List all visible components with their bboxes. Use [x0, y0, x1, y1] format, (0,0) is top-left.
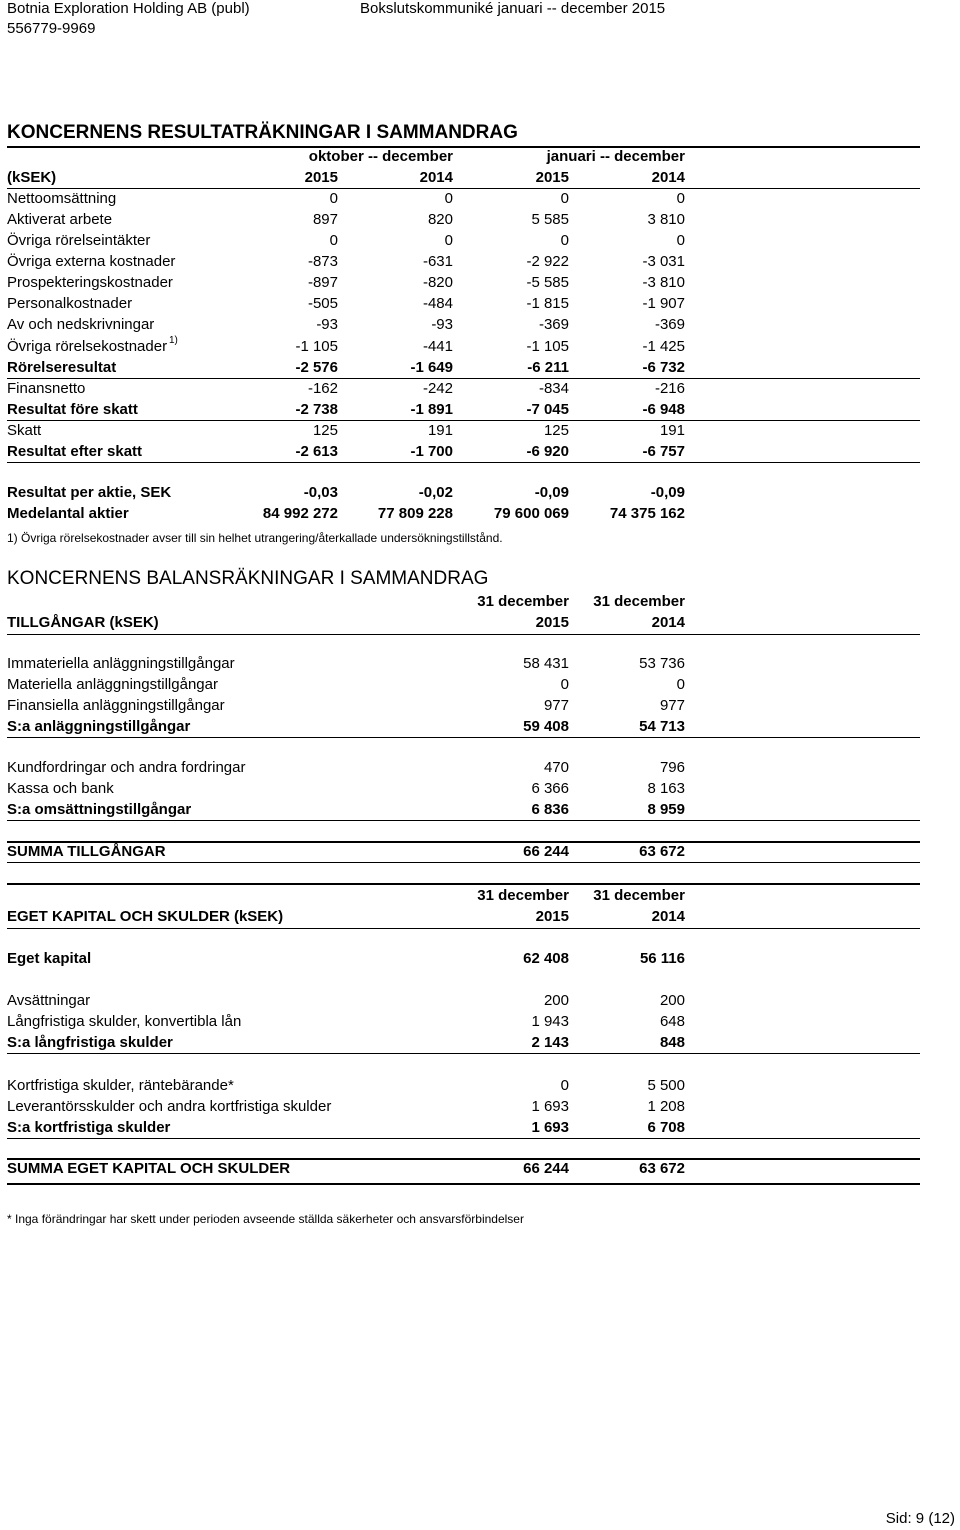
equity-date-col-1: 31 december: [477, 887, 569, 904]
assets-row-label: Immateriella anläggningstillgångar: [7, 655, 235, 672]
income-row: [0, 252, 960, 272]
assets-cell: 58 431: [523, 655, 569, 672]
assets-cell: 0: [560, 676, 569, 693]
equity-cell: 1 693: [531, 1119, 569, 1136]
equity-date-col-2: 31 december: [593, 887, 685, 904]
income-row-label: Finansnetto: [7, 380, 86, 397]
income-year-header: [0, 168, 960, 188]
income-cell: 0: [676, 232, 685, 249]
equity-cell: 1 208: [647, 1098, 685, 1115]
equity-row-label: S:a långfristiga skulder: [7, 1034, 173, 1051]
income-row: [0, 273, 960, 293]
income-cell: -1 815: [526, 295, 569, 312]
equity-row-label: S:a kortfristiga skulder: [7, 1119, 171, 1136]
income-cell: -897: [307, 274, 338, 291]
income-cell: -6 757: [642, 443, 685, 460]
equity-cell: 200: [543, 992, 569, 1009]
income-row: [0, 189, 960, 209]
income-row-label: Rörelseresultat: [7, 359, 117, 376]
income-row: [0, 442, 960, 462]
equity-cell: 56 116: [639, 950, 685, 967]
assets-row: [0, 779, 960, 799]
equity-bottom-rule: [7, 1183, 920, 1185]
income-cell: 0: [444, 232, 453, 249]
assets-row-label: Kassa och bank: [7, 780, 114, 797]
income-cell: -1 649: [410, 359, 453, 376]
equity-row: [0, 1033, 960, 1053]
income-cell: -834: [538, 380, 569, 397]
equity-cell: 648: [659, 1013, 685, 1030]
income-row: [0, 421, 960, 441]
assets-row: [0, 654, 960, 674]
assets-cell: 8 163: [647, 780, 685, 797]
income-row: [0, 483, 960, 503]
income-cell: 3 810: [647, 211, 685, 228]
income-cell: -0,03: [303, 484, 338, 501]
equity-row-label: Leverantörsskulder och andra kortfristiga skulder: [7, 1098, 332, 1115]
income-cell: -93: [316, 316, 338, 333]
income-cell: -2 613: [295, 443, 338, 460]
income-cell: 77 809 228: [377, 505, 453, 522]
income-row-label: Övriga rörelseintäkter: [7, 232, 151, 249]
income-rule: [7, 462, 920, 463]
income-row-label: Skatt: [7, 422, 42, 439]
income-cell: -216: [654, 380, 685, 397]
income-row-label: Övriga rörelsekostnader: [7, 338, 168, 355]
assets-year-col-1: 2015: [535, 614, 569, 631]
income-cell: 74 375 162: [609, 505, 685, 522]
equity-row: [0, 1159, 960, 1179]
company-name: Botnia Exploration Holding AB (publ): [7, 0, 250, 17]
income-row: [0, 210, 960, 230]
assets-date-col-2: 31 december: [593, 593, 685, 610]
year-col-3: 2015: [535, 169, 569, 186]
income-row-label: Medelantal aktier: [7, 505, 129, 522]
assets-cell: 977: [659, 697, 685, 714]
income-cell: -3 810: [642, 274, 685, 291]
income-cell: 125: [543, 422, 569, 439]
assets-label: TILLGÅNGAR (kSEK): [7, 614, 159, 631]
income-cell: -0,09: [650, 484, 685, 501]
income-row: [0, 504, 960, 524]
income-cell: -1 700: [410, 443, 453, 460]
income-cell: -6 948: [642, 401, 685, 418]
equity-label: EGET KAPITAL OCH SKULDER (kSEK): [7, 908, 284, 925]
assets-cell: 63 672: [639, 843, 685, 860]
income-cell: 0: [444, 190, 453, 207]
income-cell: 0: [560, 190, 569, 207]
year-col-1: 2015: [304, 169, 338, 186]
equity-row-label: Kortfristiga skulder, räntebärande*: [7, 1077, 234, 1094]
income-cell: 0: [329, 232, 338, 249]
income-cell: -1 105: [295, 338, 338, 355]
income-cell: -3 031: [642, 253, 685, 270]
equity-cell: 1 693: [531, 1098, 569, 1115]
assets-cell: 470: [543, 759, 569, 776]
equity-row: [0, 1118, 960, 1138]
equity-cell: 2 143: [531, 1034, 569, 1051]
income-cell: -1 425: [642, 338, 685, 355]
assets-rule: [7, 820, 920, 821]
equity-row: [0, 991, 960, 1011]
equity-row: [0, 949, 960, 969]
income-cell: -7 045: [526, 401, 569, 418]
assets-cell: 53 736: [639, 655, 685, 672]
assets-cell: 977: [543, 697, 569, 714]
income-cell: -1 907: [642, 295, 685, 312]
income-cell: -93: [431, 316, 453, 333]
assets-cell: 66 244: [523, 843, 569, 860]
assets-row-label: Kundfordringar och andra fordringar: [7, 759, 246, 776]
income-row: [0, 400, 960, 420]
assets-row: [0, 675, 960, 695]
equity-rule: [7, 1138, 920, 1139]
assets-cell: 6 836: [531, 801, 569, 818]
income-row-label: Övriga externa kostnader: [7, 253, 176, 270]
report-title: Bokslutskommuniké januari -- december 2015: [360, 0, 666, 17]
income-cell: -0,09: [534, 484, 569, 501]
equity-cell: 6 708: [647, 1119, 685, 1136]
assets-row-label: Finansiella anläggningstillgångar: [7, 697, 225, 714]
income-row: [0, 231, 960, 251]
income-row: Övriga rörelsekostnader 1) -1 105 -441 -1 105 -1 425: [7, 335, 685, 355]
income-cell: -162: [307, 380, 338, 397]
equity-date-header: [0, 886, 960, 906]
income-cell: -0,02: [418, 484, 453, 501]
income-cell: 191: [659, 422, 685, 439]
income-row: [0, 358, 960, 378]
income-cell: 79 600 069: [493, 505, 569, 522]
equity-row: [0, 1076, 960, 1096]
income-cell: 84 992 272: [262, 505, 338, 522]
year-col-2: 2014: [419, 169, 453, 186]
income-cell: 0: [560, 232, 569, 249]
income-row-label: Resultat per aktie, SEK: [7, 484, 172, 501]
income-cell: -820: [422, 274, 453, 291]
assets-cell: 6 366: [531, 780, 569, 797]
balance-footnote: * Inga förändringar har skett under perioden avseende ställda säkerheter och ansvarsförbindelser: [7, 1212, 524, 1226]
assets-row: [0, 842, 960, 862]
equity-row-label: Långfristiga skulder, konvertibla lån: [7, 1013, 242, 1030]
equity-year-header: [0, 907, 960, 927]
equity-cell: 0: [560, 1077, 569, 1094]
income-row-label: Aktiverat arbete: [7, 211, 113, 228]
equity-row-label: SUMMA EGET KAPITAL OCH SKULDER: [7, 1160, 291, 1177]
income-row: [0, 315, 960, 335]
income-cell: -1 105: [526, 338, 569, 355]
income-cell: 125: [312, 422, 338, 439]
equity-row-label: Eget kapital: [7, 950, 92, 967]
equity-cell: 62 408: [523, 950, 569, 967]
income-cell: 5 585: [531, 211, 569, 228]
equity-cell: 63 672: [639, 1160, 685, 1177]
income-cell: 897: [312, 211, 338, 228]
income-period-header: [0, 147, 960, 167]
income-title: KONCERNENS RESULTATRÄKNINGAR I SAMMANDRAG: [7, 122, 518, 143]
equity-year-col-1: 2015: [535, 908, 569, 925]
period-q4: oktober -- december: [308, 148, 453, 165]
period-full-year: januari -- december: [546, 148, 685, 165]
year-col-4: 2014: [651, 169, 685, 186]
income-row: [0, 294, 960, 314]
income-row-label: Resultat före skatt: [7, 401, 138, 418]
income-cell: -369: [654, 316, 685, 333]
assets-year-header: [0, 613, 960, 633]
income-row-label: Prospekteringskostnader: [7, 274, 173, 291]
income-cell: -2 922: [526, 253, 569, 270]
page-number: Sid: 9 (12): [885, 1510, 955, 1527]
assets-cell: 796: [659, 759, 685, 776]
assets-row: [0, 696, 960, 716]
income-cell: -873: [307, 253, 338, 270]
income-cell: -631: [422, 253, 453, 270]
equity-cell: 200: [659, 992, 685, 1009]
equity-year-col-2: 2014: [651, 908, 685, 925]
assets-date-col-1: 31 december: [477, 593, 569, 610]
income-cell: -2 576: [295, 359, 338, 376]
assets-cell: 59 408: [523, 718, 569, 735]
income-row-label: Av och nedskrivningar: [7, 316, 155, 333]
assets-row: [0, 800, 960, 820]
income-footnote: 1) Övriga rörelsekostnader avser till sin helhet utrangering/återkallade undersökningstillstånd.: [7, 531, 503, 545]
income-row-label: Personalkostnader: [7, 295, 133, 312]
equity-row: [0, 1012, 960, 1032]
equity-cell: 848: [659, 1034, 685, 1051]
income-row-label: Nettoomsättning: [7, 190, 117, 207]
assets-rule: [7, 737, 920, 738]
income-cell: -6 211: [527, 359, 569, 376]
org-number: 556779-9969: [7, 20, 96, 37]
equity-rule: [7, 1053, 920, 1054]
assets-date-header: [0, 592, 960, 612]
income-row: [0, 379, 960, 399]
assets-row-label: S:a anläggningstillgångar: [7, 718, 191, 735]
balance-section-rule: [7, 883, 920, 885]
income-cell: 0: [329, 190, 338, 207]
assets-row-label: S:a omsättningstillgångar: [7, 801, 192, 818]
assets-year-col-2: 2014: [651, 614, 685, 631]
income-cell: -1 891: [410, 401, 453, 418]
assets-bottom-rule: [7, 862, 920, 863]
income-cell: 191: [427, 422, 453, 439]
income-cell: -6 920: [526, 443, 569, 460]
equity-cell: 1 943: [531, 1013, 569, 1030]
equity-cell: 66 244: [523, 1160, 569, 1177]
assets-cell: 54 713: [639, 718, 685, 735]
equity-row-label: Avsättningar: [7, 992, 91, 1009]
assets-row-label: Materiella anläggningstillgångar: [7, 676, 218, 693]
assets-header-rule: [7, 634, 920, 635]
assets-row-label: SUMMA TILLGÅNGAR: [7, 843, 166, 860]
income-cell: 820: [427, 211, 453, 228]
balance-title: KONCERNENS BALANSRÄKNINGAR I SAMMANDRAG: [7, 568, 489, 589]
assets-cell: 0: [676, 676, 685, 693]
income-cell: -242: [422, 380, 453, 397]
equity-header-rule: [7, 928, 920, 929]
assets-cell: 8 959: [647, 801, 685, 818]
income-cell: -505: [307, 295, 338, 312]
income-cell: -2 738: [295, 401, 338, 418]
unit-label: (kSEK): [7, 169, 57, 186]
income-cell: -5 585: [526, 274, 569, 291]
assets-row: [0, 717, 960, 737]
income-row-label: Resultat efter skatt: [7, 443, 143, 460]
income-cell: -484: [422, 295, 453, 312]
equity-row: [0, 1097, 960, 1117]
income-cell: -369: [538, 316, 569, 333]
income-cell: -6 732: [642, 359, 685, 376]
equity-cell: 5 500: [647, 1077, 685, 1094]
assets-row: [0, 758, 960, 778]
income-cell: 0: [676, 190, 685, 207]
income-cell: -441: [422, 338, 453, 355]
